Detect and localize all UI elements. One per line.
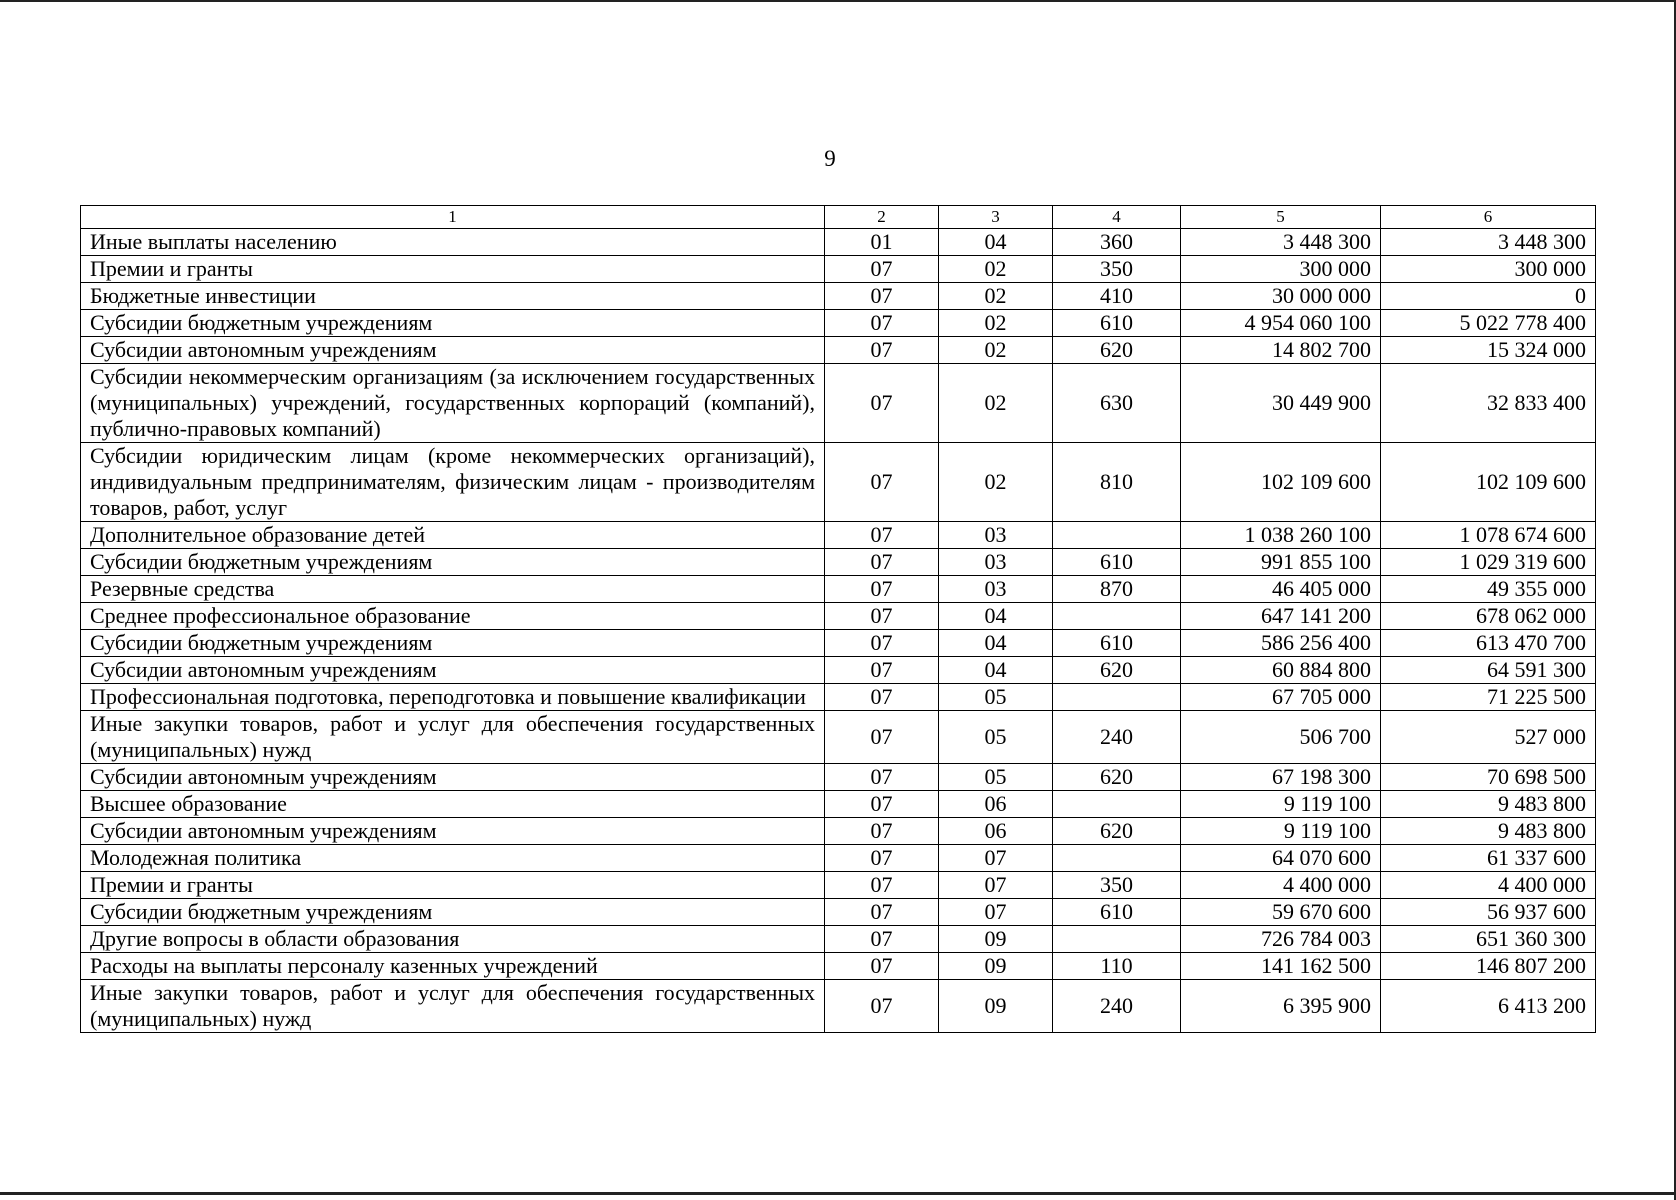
amount-col5-cell: 67 198 300 bbox=[1181, 764, 1381, 791]
expense-type-code-cell: 620 bbox=[1053, 764, 1181, 791]
expense-type-code-cell: 620 bbox=[1053, 818, 1181, 845]
row-name-cell: Среднее профессиональное образование bbox=[81, 603, 825, 630]
expense-type-code-cell: 810 bbox=[1053, 443, 1181, 522]
amount-col6-cell: 651 360 300 bbox=[1381, 926, 1596, 953]
row-name-cell: Бюджетные инвестиции bbox=[81, 283, 825, 310]
subsection-code-cell: 05 bbox=[939, 711, 1053, 764]
table-row bbox=[81, 549, 1596, 576]
subsection-code-cell: 04 bbox=[939, 657, 1053, 684]
subsection-code-cell: 02 bbox=[939, 364, 1053, 443]
expense-type-code-cell: 350 bbox=[1053, 872, 1181, 899]
amount-col5-cell: 9 119 100 bbox=[1181, 818, 1381, 845]
column-header: 6 bbox=[1381, 206, 1596, 229]
amount-col6-cell: 71 225 500 bbox=[1381, 684, 1596, 711]
amount-col6-cell: 64 591 300 bbox=[1381, 657, 1596, 684]
amount-col5-cell: 726 784 003 bbox=[1181, 926, 1381, 953]
expense-type-code-cell: 240 bbox=[1053, 711, 1181, 764]
expense-type-code-cell bbox=[1053, 603, 1181, 630]
expense-type-code-cell: 610 bbox=[1053, 310, 1181, 337]
row-name-cell: Высшее образование bbox=[81, 791, 825, 818]
subsection-code-cell: 07 bbox=[939, 899, 1053, 926]
row-name-cell: Премии и гранты bbox=[81, 872, 825, 899]
table-row bbox=[81, 980, 1596, 1033]
section-code-cell: 07 bbox=[825, 522, 939, 549]
row-name-cell: Иные закупки товаров, работ и услуг для обеспечения государственных (муниципальных) нужд bbox=[81, 980, 825, 1033]
row-name-cell: Субсидии автономным учреждениям bbox=[81, 337, 825, 364]
table-row bbox=[81, 684, 1596, 711]
row-name-cell: Субсидии бюджетным учреждениям bbox=[81, 549, 825, 576]
column-header: 1 bbox=[81, 206, 825, 229]
subsection-code-cell: 09 bbox=[939, 953, 1053, 980]
subsection-code-cell: 07 bbox=[939, 845, 1053, 872]
row-name-cell: Молодежная политика bbox=[81, 845, 825, 872]
table-row bbox=[81, 256, 1596, 283]
row-name-cell: Субсидии бюджетным учреждениям bbox=[81, 630, 825, 657]
amount-col5-cell: 14 802 700 bbox=[1181, 337, 1381, 364]
row-name-cell: Дополнительное образование детей bbox=[81, 522, 825, 549]
amount-col5-cell: 506 700 bbox=[1181, 711, 1381, 764]
subsection-code-cell: 03 bbox=[939, 576, 1053, 603]
amount-col6-cell: 1 029 319 600 bbox=[1381, 549, 1596, 576]
section-code-cell: 07 bbox=[825, 443, 939, 522]
column-header: 4 bbox=[1053, 206, 1181, 229]
expense-type-code-cell: 630 bbox=[1053, 364, 1181, 443]
row-name-cell: Другие вопросы в области образования bbox=[81, 926, 825, 953]
section-code-cell: 07 bbox=[825, 549, 939, 576]
subsection-code-cell: 07 bbox=[939, 872, 1053, 899]
section-code-cell: 07 bbox=[825, 603, 939, 630]
expense-type-code-cell: 110 bbox=[1053, 953, 1181, 980]
budget-table bbox=[80, 205, 1596, 1033]
amount-col5-cell: 9 119 100 bbox=[1181, 791, 1381, 818]
subsection-code-cell: 06 bbox=[939, 791, 1053, 818]
section-code-cell: 07 bbox=[825, 845, 939, 872]
subsection-code-cell: 02 bbox=[939, 310, 1053, 337]
subsection-code-cell: 05 bbox=[939, 764, 1053, 791]
expense-type-code-cell: 610 bbox=[1053, 549, 1181, 576]
page-number: 9 bbox=[824, 146, 836, 171]
expense-type-code-cell bbox=[1053, 522, 1181, 549]
expense-type-code-cell: 240 bbox=[1053, 980, 1181, 1033]
expense-type-code-cell bbox=[1053, 926, 1181, 953]
amount-col6-cell: 9 483 800 bbox=[1381, 818, 1596, 845]
section-code-cell: 07 bbox=[825, 310, 939, 337]
table-row bbox=[81, 899, 1596, 926]
amount-col6-cell: 0 bbox=[1381, 283, 1596, 310]
table-row bbox=[81, 630, 1596, 657]
table-row bbox=[81, 764, 1596, 791]
amount-col5-cell: 647 141 200 bbox=[1181, 603, 1381, 630]
amount-col5-cell: 6 395 900 bbox=[1181, 980, 1381, 1033]
subsection-code-cell: 09 bbox=[939, 980, 1053, 1033]
expense-type-code-cell: 360 bbox=[1053, 229, 1181, 256]
expense-type-code-cell bbox=[1053, 791, 1181, 818]
table-row bbox=[81, 872, 1596, 899]
expense-type-code-cell: 620 bbox=[1053, 337, 1181, 364]
amount-col6-cell: 678 062 000 bbox=[1381, 603, 1596, 630]
table-row bbox=[81, 711, 1596, 764]
amount-col5-cell: 3 448 300 bbox=[1181, 229, 1381, 256]
amount-col5-cell: 102 109 600 bbox=[1181, 443, 1381, 522]
amount-col6-cell: 527 000 bbox=[1381, 711, 1596, 764]
table-body bbox=[81, 229, 1596, 1033]
amount-col6-cell: 1 078 674 600 bbox=[1381, 522, 1596, 549]
section-code-cell: 07 bbox=[825, 953, 939, 980]
subsection-code-cell: 09 bbox=[939, 926, 1053, 953]
expense-type-code-cell: 610 bbox=[1053, 630, 1181, 657]
subsection-code-cell: 06 bbox=[939, 818, 1053, 845]
row-name-cell: Иные выплаты населению bbox=[81, 229, 825, 256]
amount-col6-cell: 70 698 500 bbox=[1381, 764, 1596, 791]
row-name-cell: Иные закупки товаров, работ и услуг для обеспечения государственных (муниципальных) нужд bbox=[81, 711, 825, 764]
row-name-cell: Расходы на выплаты персоналу казенных учреждений bbox=[81, 953, 825, 980]
table-header-row bbox=[81, 206, 1596, 229]
section-code-cell: 07 bbox=[825, 926, 939, 953]
column-header: 3 bbox=[939, 206, 1053, 229]
table-row bbox=[81, 522, 1596, 549]
section-code-cell: 07 bbox=[825, 630, 939, 657]
column-header: 5 bbox=[1181, 206, 1381, 229]
table-row bbox=[81, 310, 1596, 337]
row-name-cell: Премии и гранты bbox=[81, 256, 825, 283]
section-code-cell: 07 bbox=[825, 764, 939, 791]
expense-type-code-cell: 610 bbox=[1053, 899, 1181, 926]
section-code-cell: 01 bbox=[825, 229, 939, 256]
subsection-code-cell: 03 bbox=[939, 549, 1053, 576]
amount-col6-cell: 613 470 700 bbox=[1381, 630, 1596, 657]
expense-type-code-cell: 410 bbox=[1053, 283, 1181, 310]
amount-col6-cell: 102 109 600 bbox=[1381, 443, 1596, 522]
section-code-cell: 07 bbox=[825, 576, 939, 603]
section-code-cell: 07 bbox=[825, 364, 939, 443]
row-name-cell: Субсидии некоммерческим организациям (за исключением государственных (муниципальных) учреждений, государственных корпораций (компаний), публично-правовых компаний) bbox=[81, 364, 825, 443]
expense-type-code-cell: 620 bbox=[1053, 657, 1181, 684]
amount-col6-cell: 6 413 200 bbox=[1381, 980, 1596, 1033]
amount-col6-cell: 15 324 000 bbox=[1381, 337, 1596, 364]
amount-col6-cell: 4 400 000 bbox=[1381, 872, 1596, 899]
amount-col5-cell: 60 884 800 bbox=[1181, 657, 1381, 684]
table-row bbox=[81, 818, 1596, 845]
table-row bbox=[81, 443, 1596, 522]
subsection-code-cell: 02 bbox=[939, 337, 1053, 364]
table-row bbox=[81, 337, 1596, 364]
amount-col5-cell: 4 400 000 bbox=[1181, 872, 1381, 899]
table-row bbox=[81, 229, 1596, 256]
amount-col5-cell: 59 670 600 bbox=[1181, 899, 1381, 926]
amount-col6-cell: 32 833 400 bbox=[1381, 364, 1596, 443]
subsection-code-cell: 03 bbox=[939, 522, 1053, 549]
table-row bbox=[81, 657, 1596, 684]
amount-col5-cell: 4 954 060 100 bbox=[1181, 310, 1381, 337]
row-name-cell: Субсидии юридическим лицам (кроме некоммерческих организаций), индивидуальным предпринимателям, физическим лицам - производителям товаров, работ, услуг bbox=[81, 443, 825, 522]
amount-col6-cell: 61 337 600 bbox=[1381, 845, 1596, 872]
expense-type-code-cell bbox=[1053, 684, 1181, 711]
amount-col5-cell: 141 162 500 bbox=[1181, 953, 1381, 980]
scan-edge-bottom bbox=[0, 1192, 1676, 1195]
amount-col6-cell: 49 355 000 bbox=[1381, 576, 1596, 603]
section-code-cell: 07 bbox=[825, 791, 939, 818]
subsection-code-cell: 04 bbox=[939, 630, 1053, 657]
amount-col6-cell: 56 937 600 bbox=[1381, 899, 1596, 926]
table-row bbox=[81, 791, 1596, 818]
subsection-code-cell: 02 bbox=[939, 283, 1053, 310]
table-row bbox=[81, 603, 1596, 630]
section-code-cell: 07 bbox=[825, 256, 939, 283]
amount-col5-cell: 46 405 000 bbox=[1181, 576, 1381, 603]
section-code-cell: 07 bbox=[825, 872, 939, 899]
subsection-code-cell: 04 bbox=[939, 229, 1053, 256]
table-row bbox=[81, 364, 1596, 443]
amount-col5-cell: 1 038 260 100 bbox=[1181, 522, 1381, 549]
expense-type-code-cell: 350 bbox=[1053, 256, 1181, 283]
amount-col5-cell: 30 000 000 bbox=[1181, 283, 1381, 310]
row-name-cell: Субсидии автономным учреждениям bbox=[81, 818, 825, 845]
table-row bbox=[81, 576, 1596, 603]
section-code-cell: 07 bbox=[825, 980, 939, 1033]
amount-col6-cell: 9 483 800 bbox=[1381, 791, 1596, 818]
section-code-cell: 07 bbox=[825, 818, 939, 845]
expense-type-code-cell bbox=[1053, 845, 1181, 872]
amount-col5-cell: 64 070 600 bbox=[1181, 845, 1381, 872]
row-name-cell: Субсидии автономным учреждениям bbox=[81, 657, 825, 684]
table-row bbox=[81, 926, 1596, 953]
expense-type-code-cell: 870 bbox=[1053, 576, 1181, 603]
amount-col5-cell: 30 449 900 bbox=[1181, 364, 1381, 443]
table-row bbox=[81, 845, 1596, 872]
amount-col5-cell: 67 705 000 bbox=[1181, 684, 1381, 711]
section-code-cell: 07 bbox=[825, 684, 939, 711]
table-row bbox=[81, 283, 1596, 310]
row-name-cell: Субсидии автономным учреждениям bbox=[81, 764, 825, 791]
row-name-cell: Субсидии бюджетным учреждениям bbox=[81, 310, 825, 337]
amount-col5-cell: 586 256 400 bbox=[1181, 630, 1381, 657]
amount-col6-cell: 300 000 bbox=[1381, 256, 1596, 283]
amount-col6-cell: 3 448 300 bbox=[1381, 229, 1596, 256]
column-header: 2 bbox=[825, 206, 939, 229]
section-code-cell: 07 bbox=[825, 283, 939, 310]
section-code-cell: 07 bbox=[825, 711, 939, 764]
amount-col5-cell: 300 000 bbox=[1181, 256, 1381, 283]
section-code-cell: 07 bbox=[825, 657, 939, 684]
scan-edge-top bbox=[0, 0, 1676, 2]
amount-col6-cell: 146 807 200 bbox=[1381, 953, 1596, 980]
subsection-code-cell: 02 bbox=[939, 256, 1053, 283]
subsection-code-cell: 05 bbox=[939, 684, 1053, 711]
row-name-cell: Субсидии бюджетным учреждениям bbox=[81, 899, 825, 926]
section-code-cell: 07 bbox=[825, 337, 939, 364]
subsection-code-cell: 04 bbox=[939, 603, 1053, 630]
section-code-cell: 07 bbox=[825, 899, 939, 926]
row-name-cell: Резервные средства bbox=[81, 576, 825, 603]
table-row bbox=[81, 953, 1596, 980]
amount-col5-cell: 991 855 100 bbox=[1181, 549, 1381, 576]
row-name-cell: Профессиональная подготовка, переподготовка и повышение квалификации bbox=[81, 684, 825, 711]
amount-col6-cell: 5 022 778 400 bbox=[1381, 310, 1596, 337]
subsection-code-cell: 02 bbox=[939, 443, 1053, 522]
